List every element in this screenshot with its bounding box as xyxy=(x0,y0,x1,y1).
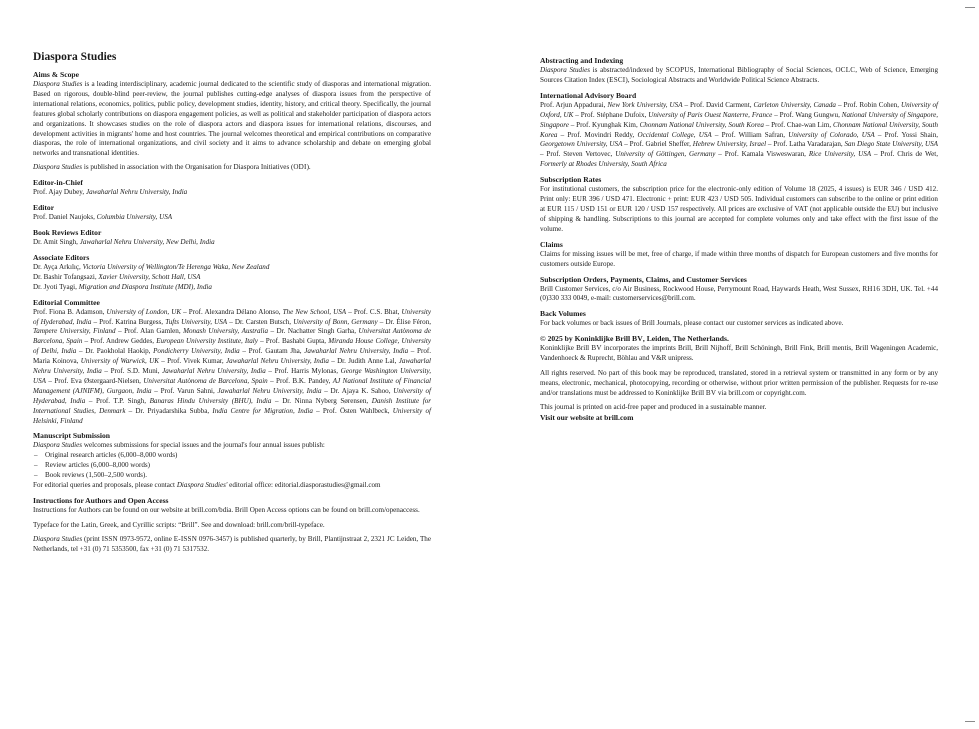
separator: – xyxy=(715,150,725,159)
separator: – xyxy=(835,100,844,109)
advisory-board-heading: International Advisory Board xyxy=(540,90,637,100)
person-entry: Prof. B.K. Pandey, AJ National Institute of Financial Management (AJNIFM), Gurgaon, India xyxy=(33,376,431,395)
associate-editor-entry: Dr. Ayça Arkılıç, Victoria University of Wellington/Te Herenga Waka, New Zealand xyxy=(33,262,270,271)
claims-section xyxy=(540,240,938,270)
separator: – xyxy=(158,357,168,366)
separator: – xyxy=(573,110,581,119)
abstracting-heading: Abstracting and Indexing xyxy=(540,56,624,65)
rights-text: All rights reserved. No part of this book may be reproduced, translated, stored in a retrieval system or transmitted in any form or by any means, electronic, mechanical, photocopying, recording or otherwise, without prior written permission of the publisher. Requests for re-use and/or translations must be addressed to Koninklijke Brill BV via brill.com or copyright.com. xyxy=(540,369,938,397)
subscription-text: For institutional customers, the subscription price for the electronic-only edition of Volume 18 (2025, 4 issues) is EUR 346 / USD 412. Print only: EUR 396 / USD 471. Electronic + print: EUR 423 / USD 505. Individual customers can subscribe to the online or print edition at EUR 115 / USD 151 or EUR 120 / USD 157 respectively. All prices are exclusive of VAT (not applicable outside the EU) but inclusive of shipping & handling. Subscriptions to this journal are accepted for complete volumes only and take effect with the first issue of the volume. xyxy=(540,185,938,233)
book-reviews-editor-heading: Book Reviews Editor xyxy=(33,227,102,237)
person-entry: Prof. S.D. Muni, Jawaharlal Nehru University, India xyxy=(110,367,266,376)
separator: – xyxy=(871,150,881,159)
person-entry: Prof. David Carment, Carleton University, Canada xyxy=(690,100,836,109)
manuscript-queries: For editorial queries and proposals, please contact Diaspora Studies' editorial office: editorial.diasporastudies@gmail.com xyxy=(33,481,381,490)
copyright-text: Koninklijke Brill BV incorporates the imprints Brill, Brill Nijhoff, Brill Schöningh, Brill Fink, Brill mentis, Brill Wageningen Academic, Vandenhoeck & Ruprecht, Böhlau and V&R unipress. xyxy=(540,344,938,363)
person-entry: Dr. Ninna Nyberg Sørensen, Danish Institute for International Studies, Denmark xyxy=(33,396,432,415)
person-entry: Prof. Fiona B. Adamson, University of London, UK xyxy=(33,307,182,316)
manuscript-list xyxy=(33,451,431,481)
person-entry: Prof. Gautam Jha, Jawaharlal Nehru University, India xyxy=(248,347,409,356)
separator: – xyxy=(763,120,772,129)
copyright-section xyxy=(540,334,938,364)
separator: – xyxy=(408,347,418,356)
book-reviews-editor-section xyxy=(33,228,431,248)
person-entry: Prof. Vivek Kumar, Jawaharlal Nehru University, India xyxy=(167,357,329,366)
person-entry: Prof. Alexandra Délano Alonso, The New School, USA xyxy=(188,307,347,316)
association-text: Diaspora Studies is published in association with the Organisation for Diaspora Initiatives (ODI). xyxy=(33,163,311,172)
person-entry: Prof. Movindri Reddy, Occidental College, USA xyxy=(567,130,712,139)
person-entry: Prof. Kyunghak Kim, Chonnam National University, South Korea xyxy=(576,120,764,129)
separator: – xyxy=(82,337,91,346)
person-entry: Prof. Chris de Wet, Formerly at Rhodes University, South Africa xyxy=(540,150,938,169)
person-entry: Dr. Priyadarshika Subba, India Centre for Migration, India xyxy=(135,406,313,415)
separator: – xyxy=(265,367,275,376)
associate-editors-heading: Associate Editors xyxy=(33,252,90,262)
person-entry: Prof. Kamala Visweswaran, Rice University, USA xyxy=(724,150,872,159)
person-entry: Prof. Katrina Burgess, Tufts University, USA xyxy=(99,317,228,326)
person-entry: Prof. Wang Gungwu, National University of Singapore, Singapore xyxy=(540,110,939,129)
separator: – xyxy=(76,347,86,356)
editor-section xyxy=(33,203,431,223)
person-entry: Prof. Robin Cohen, University of Oxford, UK xyxy=(540,100,938,119)
separator: – xyxy=(346,307,354,316)
editor-in-chief-section xyxy=(33,178,431,198)
aims-heading: Aims & Scope xyxy=(33,70,79,79)
right-column xyxy=(540,56,938,423)
person-entry: Prof. C.S. Bhat, University of Hyderabad, India xyxy=(33,307,431,326)
person-entry: Prof. Stéphane Dufoix, University of Paris Ouest Nanterre, France xyxy=(580,110,773,119)
separator: – xyxy=(540,150,547,159)
separator: – xyxy=(377,317,386,326)
separator: – xyxy=(91,317,100,326)
person-entry: Prof. Chae-wan Lim, Chonnam National University, South Korea xyxy=(540,120,938,139)
person-entry: Dr. Paokholal Haokip, Pondicherry University, India xyxy=(85,347,240,356)
person-entry: Prof. Latha Varadarajan, San Diego State University, USA xyxy=(773,140,938,149)
list-item: – Original research articles (6,000–8,000 words) xyxy=(33,451,431,461)
separator: – xyxy=(257,337,266,346)
separator: – xyxy=(267,376,277,385)
claims-text: Claims for missing issues will be met, free of charge, if made within three months of dispatch for European customers and five months for customers outside Europe. xyxy=(540,249,938,268)
website-link[interactable]: Visit our website at brill.com xyxy=(540,412,634,422)
back-volumes-section xyxy=(540,309,938,329)
separator: – xyxy=(321,386,331,395)
editor-heading: Editor xyxy=(33,203,55,213)
orders-heading: Subscription Orders, Payments, Claims, and Customer Services xyxy=(540,274,747,284)
person-entry: Dr. Judith Anne Lal, Jawaharlal Nehru University, India xyxy=(33,357,432,376)
person-entry: Prof. William Safran, University of Colorado, USA xyxy=(721,130,875,139)
person-entry: Dr. Nachatter Singh Garha, Universitat Autònoma de Barcelona, Spain xyxy=(33,327,431,346)
separator: – xyxy=(181,307,189,316)
copyright-heading: © 2025 by Koninklijke Brill BV, Leiden, The Netherlands. xyxy=(540,334,729,344)
subscription-heading: Subscription Rates xyxy=(540,175,602,185)
aims-scope-section xyxy=(33,70,431,173)
person-entry: Dr. Élise Féron, Tampere University, Finland xyxy=(33,317,432,336)
editorial-committee-list xyxy=(33,308,431,427)
associate-editor-entry: Dr. Bashir Tofangsazi, Xavier University, Schott Hall, USA xyxy=(33,272,201,281)
left-column xyxy=(33,50,431,555)
separator: – xyxy=(568,120,577,129)
back-volumes-heading: Back Volumes xyxy=(540,309,586,319)
separator: – xyxy=(711,130,722,139)
page-edge-mark-bottom xyxy=(965,721,975,722)
advisory-board-list xyxy=(540,101,938,170)
journal-title: Diaspora Studies xyxy=(33,51,117,63)
person-entry: Prof. Alan Gamlen, Monash University, Australia xyxy=(124,327,269,336)
separator: – xyxy=(115,327,125,336)
separator: – xyxy=(125,406,136,415)
advisory-board-section xyxy=(540,91,938,170)
separator: – xyxy=(85,396,97,405)
person-entry: Prof. Varun Sahni, Jawaharlal Nehru University, India xyxy=(160,386,322,395)
editorial-committee-heading: Editorial Committee xyxy=(33,297,100,307)
separator: – xyxy=(101,367,111,376)
paper-note: This journal is printed on acid-free paper and produced in a sustainable manner. xyxy=(540,402,767,411)
publication-note: Diaspora Studies (print ISSN 0973-9572, online E-ISSN 0976-3457) is published quarterly, by Brill, Plantijnstraat 2, 2321 JC Leiden, The Netherlands, tel +31 (0) 71 5353500, fax +31 (0) 71 5317532. xyxy=(33,534,431,553)
person-entry: Dr. Ajaya K. Sahoo, University of Hyderabad, India xyxy=(33,386,431,405)
person-entry: Prof. Andrew Geddes, European University Institute, Italy xyxy=(90,337,258,346)
associate-editors-section xyxy=(33,253,431,293)
separator: – xyxy=(622,140,630,149)
person-entry: Prof. Bashabi Gupta, Miranda House College, University of Delhi, India xyxy=(33,337,432,356)
person-entry: Dr. Carsten Butsch, University of Bonn, Germany xyxy=(234,317,378,326)
separator: – xyxy=(46,376,55,385)
person-entry: Prof. Maria Koinova, University of Warwick, UK xyxy=(33,347,432,366)
orders-text: Brill Customer Services, c/o Air Business, Rockwood House, Perrymount Road, Haywards Heath, West Sussex, RH16 3DH, UK. Tel. +44 (0)330 333 0049, e-mail: customerservices@brill.com. xyxy=(540,284,938,303)
person-entry: Prof. T.P. Singh, Banaras Hindu University (BHU), India xyxy=(96,396,272,405)
abstracting-section xyxy=(540,56,938,86)
manuscript-section xyxy=(33,431,431,491)
separator: – xyxy=(227,317,235,326)
instructions-section xyxy=(33,496,431,516)
aims-text: Diaspora Studies is a leading interdisciplinary, academic journal dedicated to the scientific study of diasporas and international migration. Based on rigorous, double-blind peer-review, the journal publishes cutting-edge analyses of diaspora issues from the perspective of international relations, economics, politics, public policy, development studies, identity, history, and critical theory. Specifically, the journal features global scholarly contributions on diaspora engagement policies, as well as political and stakeholder participation of diaspora actors and organizations. It showcases studies on the role of diaspora actors and diaspora issues for international relations, discourses, and development activities in migrants' home and host countries. The journal welcomes theoretical and empirical contributions on comparative diasporas, the role of international organizations, and civil society and it aims to advance scholarship and debate on emerging global networks and transnational identities. xyxy=(33,80,431,158)
person-entry: Prof. Arjun Appadurai, New York University, USA xyxy=(540,100,683,109)
associate-editor-entry: Dr. Jyoti Tyagi, Migration and Diaspora Institute (MDI), India xyxy=(33,282,212,291)
separator: – xyxy=(151,386,161,395)
separator: – xyxy=(557,130,568,139)
instructions-heading: Instructions for Authors and Open Access xyxy=(33,496,169,505)
subscription-section xyxy=(540,175,938,235)
separator: – xyxy=(239,347,249,356)
editor-in-chief-entry: Prof. Ajay Dubey, Jawaharlal Nehru University, India xyxy=(33,188,188,197)
separator: – xyxy=(772,110,780,119)
typeface-note: Typeface for the Latin, Greek, and Cyrillic scripts: “Brill”. See and download: brill.com/brill-typeface. xyxy=(33,520,325,529)
abstracting-text: Diaspora Studies is abstracted/indexed by SCOPUS, International Bibliography of Social Sciences, OCLC, Web of Science, Emerging Sources Citation Index (ESCI), Sociological Abstracts and Worldwide Political Science Abstracts. xyxy=(540,66,938,84)
page-edge-mark-top xyxy=(965,7,975,8)
person-entry: Prof. Eva Østergaard-Nielsen, Universitat Autònoma de Barcelona, Spain xyxy=(54,376,268,385)
separator: – xyxy=(271,396,283,405)
separator: – xyxy=(268,327,277,336)
separator: – xyxy=(312,406,323,415)
manuscript-heading: Manuscript Submission xyxy=(33,431,111,441)
person-entry: Prof. Yossi Shain, Georgetown University, USA xyxy=(540,130,939,149)
list-item: – Review articles (6,000–8,000 words) xyxy=(33,461,431,471)
back-volumes-text: For back volumes or back issues of Brill Journals, please contact our customer services as indicated above. xyxy=(540,319,844,328)
book-reviews-editor-entry: Dr. Amit Singh, Jawaharlal Nehru University, New Delhi, India xyxy=(33,237,215,246)
person-entry: Prof. Steven Vertovec, University of Göttingen, Germany xyxy=(546,150,716,159)
editor-entry: Prof. Daniel Naujoks, Columbia University, USA xyxy=(33,213,173,222)
person-entry: Prof. Harris Mylonas, George Washington University, USA xyxy=(33,367,432,385)
manuscript-intro: Diaspora Studies welcomes submissions for special issues and the journal's four annual issues publish: xyxy=(33,441,325,450)
separator: – xyxy=(874,130,885,139)
editor-in-chief-heading: Editor-in-Chief xyxy=(33,178,83,188)
separator: – xyxy=(766,140,774,149)
person-entry: Prof. Östen Wahlbeck, University of Helsinki, Finland xyxy=(33,406,431,425)
orders-section xyxy=(540,275,938,305)
claims-heading: Claims xyxy=(540,239,563,249)
separator: – xyxy=(328,357,338,366)
separator: – xyxy=(682,100,691,109)
list-item: – Book reviews (1,500–2,500 words). xyxy=(33,471,431,481)
editorial-committee-section xyxy=(33,298,431,427)
person-entry: Prof. Gabriel Sheffer, Hebrew University, Israel xyxy=(629,140,767,149)
instructions-text: Instructions for Authors can be found on our website at brill.com/bdia. Brill Open Access options can be found on brill.com/openaccess. xyxy=(33,506,420,514)
